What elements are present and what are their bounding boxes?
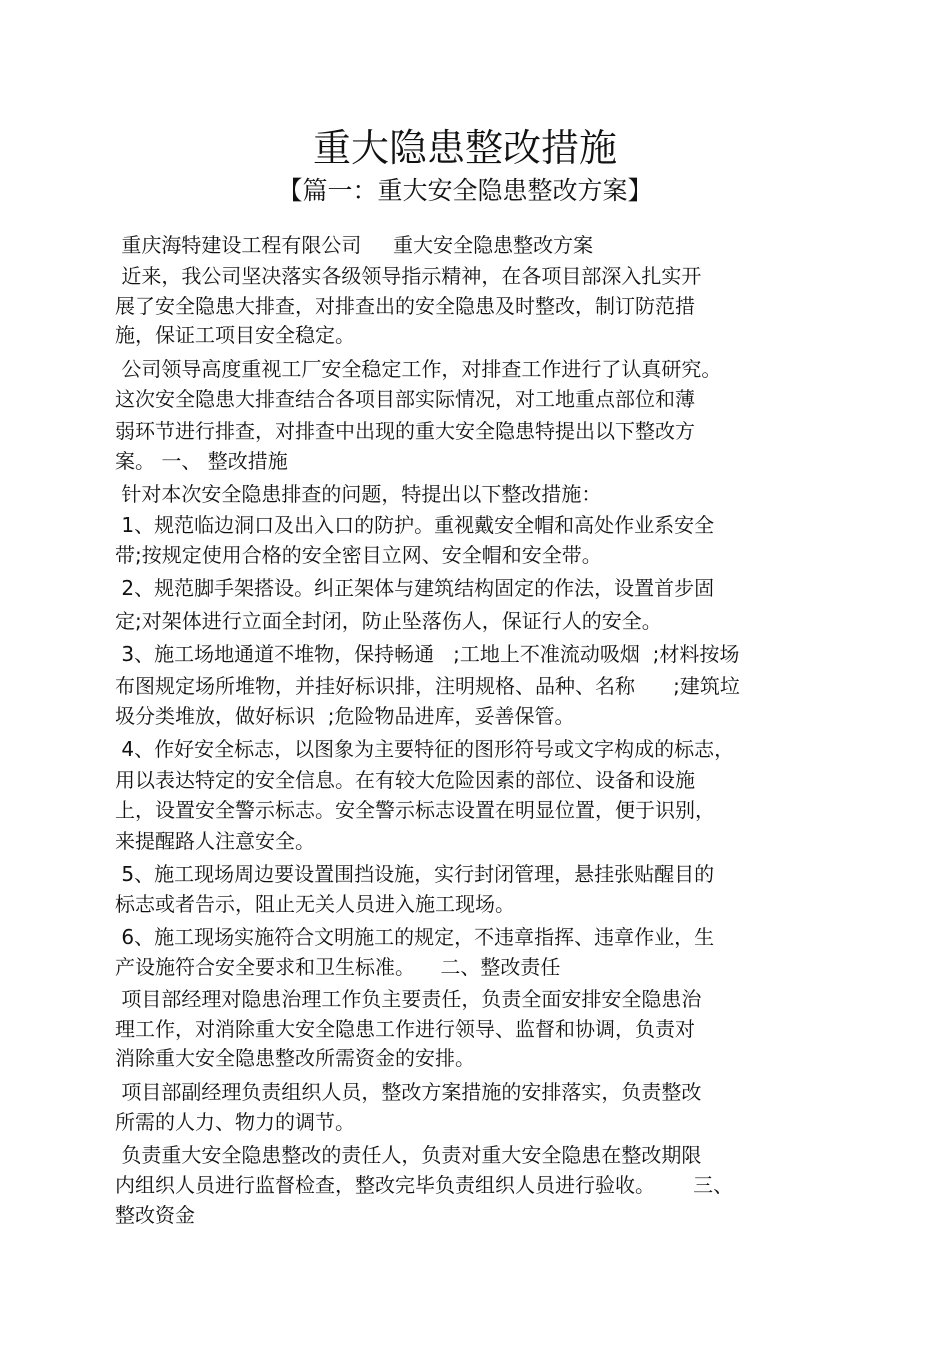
text-line: 来提醒路人注意安全。 [115,829,315,853]
text-line: 2、规范脚手架搭设。纠正架体与建筑结构固定的作法，设置首步固 [115,576,715,600]
text-line: 施，保证工项目安全稳定。 [115,323,355,347]
text-line: 项目部经理对隐患治理工作负主要责任，负责全面安排安全隐患治 [115,987,702,1011]
text-line: 重庆海特建设工程有限公司 重大安全隐患整改方案 [115,233,594,257]
text-line: 圾分类堆放，做好标识 ;危险物品进库，妥善保管。 [115,704,575,728]
text-line: 产设施符合安全要求和卫生标准。 二、整改责任 [115,955,561,979]
text-line: 所需的人力、物力的调节。 [115,1110,355,1134]
text-line: 项目部副经理负责组织人员，整改方案措施的安排落实，负责整改 [115,1080,702,1104]
text-line: 用以表达特定的安全信息。在有较大危险因素的部位、设备和设施 [115,768,695,792]
text-line: 上，设置安全警示标志。安全警示标志设置在明显位置，便于识别， [115,798,715,822]
text-line: 5、施工现场周边要设置围挡设施，实行封闭管理，悬挂张贴醒目的 [115,862,715,886]
text-line: 定;对架体进行立面全封闭，防止坠落伤人，保证行人的安全。 [115,609,662,633]
text-line: 布图规定场所堆物，并挂好标识排，注明规格、品种、名称 ;建筑垃 [115,674,740,698]
text-line: 消除重大安全隐患整改所需资金的安排。 [115,1046,475,1070]
document-subtitle: 【篇一：重大安全隐患整改方案】 [277,176,653,205]
text-line: 弱环节进行排查，对排查中出现的重大安全隐患特提出以下整改方 [115,419,695,443]
text-line: 这次安全隐患大排查结合各项目部实际情况，对工地重点部位和薄 [115,387,695,411]
text-line: 近来，我公司坚决落实各级领导指示精神，在各项目部深入扎实开 [115,264,702,288]
document-title: 重大隐患整改措施 [312,126,617,170]
text-line: 展了安全隐患大排查，对排查出的安全隐患及时整改，制订防范措 [115,294,695,318]
text-line: 理工作，对消除重大安全隐患工作进行领导、监督和协调，负责对 [115,1017,695,1041]
text-line: 针对本次安全隐患排查的问题，特提出以下整改措施： [115,482,602,506]
text-line: 整改资金 [115,1203,195,1227]
text-line: 案。 一、 整改措施 [115,449,288,473]
text-line: 公司领导高度重视工厂安全稳定工作，对排查工作进行了认真研究。 [115,357,722,381]
text-line: 4、作好安全标志，以图象为主要特征的图形符号或文字构成的标志， [115,737,735,761]
text-line: 3、施工场地通道不堆物，保持畅通 ;工地上不准流动吸烟 ;材料按场 [115,642,740,666]
text-line: 带;按规定使用合格的安全密目立网、安全帽和安全带。 [115,543,602,567]
text-line: 标志或者告示，阻止无关人员进入施工现场。 [115,892,515,916]
text-line: 内组织人员进行监督检查，整改完毕负责组织人员进行验收。 三、 [115,1173,734,1197]
text-line: 1、规范临边洞口及出入口的防护。重视戴安全帽和高处作业系安全 [115,513,715,537]
text-line: 负责重大安全隐患整改的责任人，负责对重大安全隐患在整改期限 [115,1143,702,1167]
text-line: 6、施工现场实施符合文明施工的规定，不违章指挥、违章作业，生 [115,925,715,949]
